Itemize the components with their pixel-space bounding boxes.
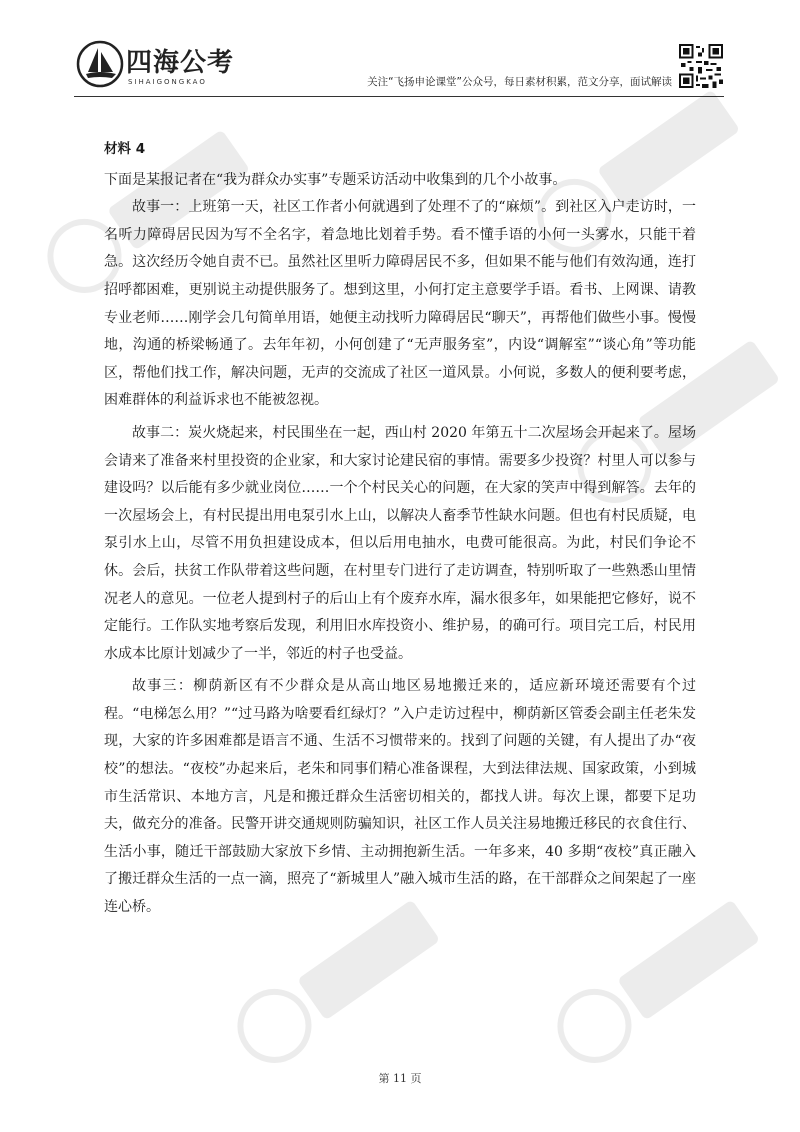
qr-code-icon — [679, 44, 723, 88]
story-paragraph-3: 故事三：柳荫新区有不少群众是从高山地区易地搬迁来的，适应新环境还需要有个过程。“电梯怎么用？”“过马路为啥要看红绿灯？”入户走访过程中，柳荫新区管委会副主任老朱发现，大家的许多困难都是语言不通、生活不习惯带来的。找到了问题的关键，有人提出了办“夜校”的想法。“夜校”办起来后，老朱和同事们精心准备课程，大到法律法规、国家政策，小到城市生活常识、本地方言，凡是和搬迁群众生活密切相关的，都找人讲。每次上课，都要下足功夫，做充分的准备。民警开讲交通规则防骗知识，社区工作人员关注易地搬迁移民的衣食住行、生活小事，随迁干部鼓励大家放下乡情、主动拥抱新生活。一年多来，40 多期“夜校”真正融入了搬迁群众生活的一点一滴，照亮了“新城里人”融入城市生活的路，在干部群众之间架起了一座连心桥。 — [104, 678, 696, 916]
sailboat-logo-icon — [76, 40, 124, 88]
story-paragraph-1: 故事一：上班第一天，社区工作者小何就遇到了处理不了的“麻烦”。到社区入户走访时，一名听力障碍居民因为写不全名字，着急地比划着手势。看不懂手语的小何一头雾水，只能干着急。这次经历令她自责不已。虽然社区里听力障碍居民不多，但如果不能与他们有效沟通，连打招呼都困难，更别说主动提供服务了。想到这里，小何打定主意要学手语。看书、上网课、请教专业老师……刚学会几句简单用语，她便主动找听力障碍居民“聊天”，再帮他们做些小事。慢慢地，沟通的桥梁畅通了。去年年初，小何创建了“无声服务室”，内设“调解室”“谈心角”等功能区，帮他们找工作，解决问题，无声的交流成了社区一道风景。小何说，多数人的便利要考虑，困难群体的利益诉求也不能被忽视。 — [104, 199, 696, 409]
story-paragraph-2: 故事二：炭火烧起来，村民围坐在一起，西山村 2020 年第五十二次屋场会开起来了。屋场会请来了准备来村里投资的企业家，和大家讨论建民宿的事情。需要多少投资？村里人可以参与建设吗？以后能有多少就业岗位……一个个村民关心的问题，在大家的笑声中得到解答。去年的一次屋场会上，有村民提出用电泵引水上山，以解决人畜季节性缺水问题。但也有村民质疑，电泵引水上山，尽管不用负担建设成本，但以后用电抽水，电费可能很高。为此，村民们争论不休。会后，扶贫工作队带着这些问题，在村里专门进行了走访调查，特别听取了一些熟悉山里情况老人的意见。一位老人提到村子的后山上有个废弃水库，漏水很多年，如果能把它修好，说不定能行。工作队实地考察后发现，利用旧水库投资小、维护易，的确可行。项目完工后，村民用水成本比原计划减少了一半，邻近的村子也受益。 — [104, 424, 696, 662]
page-header — [0, 0, 800, 110]
document-body — [104, 136, 696, 922]
header-divider — [74, 96, 724, 97]
material-heading: 材料 4 — [104, 141, 146, 157]
intro-paragraph: 下面是某报记者在“我为群众办实事”专题采访活动中收集到的几个小故事。 — [104, 171, 567, 188]
brand-subtitle: SIHAIGONGKAO — [128, 78, 207, 86]
page-number: 第 11 页 — [378, 1072, 422, 1085]
brand-name: 四海公考 — [126, 48, 235, 78]
header-tagline: 关注“飞扬申论课堂”公众号，每日素材积累，范文分享，面试解读 — [367, 76, 672, 88]
